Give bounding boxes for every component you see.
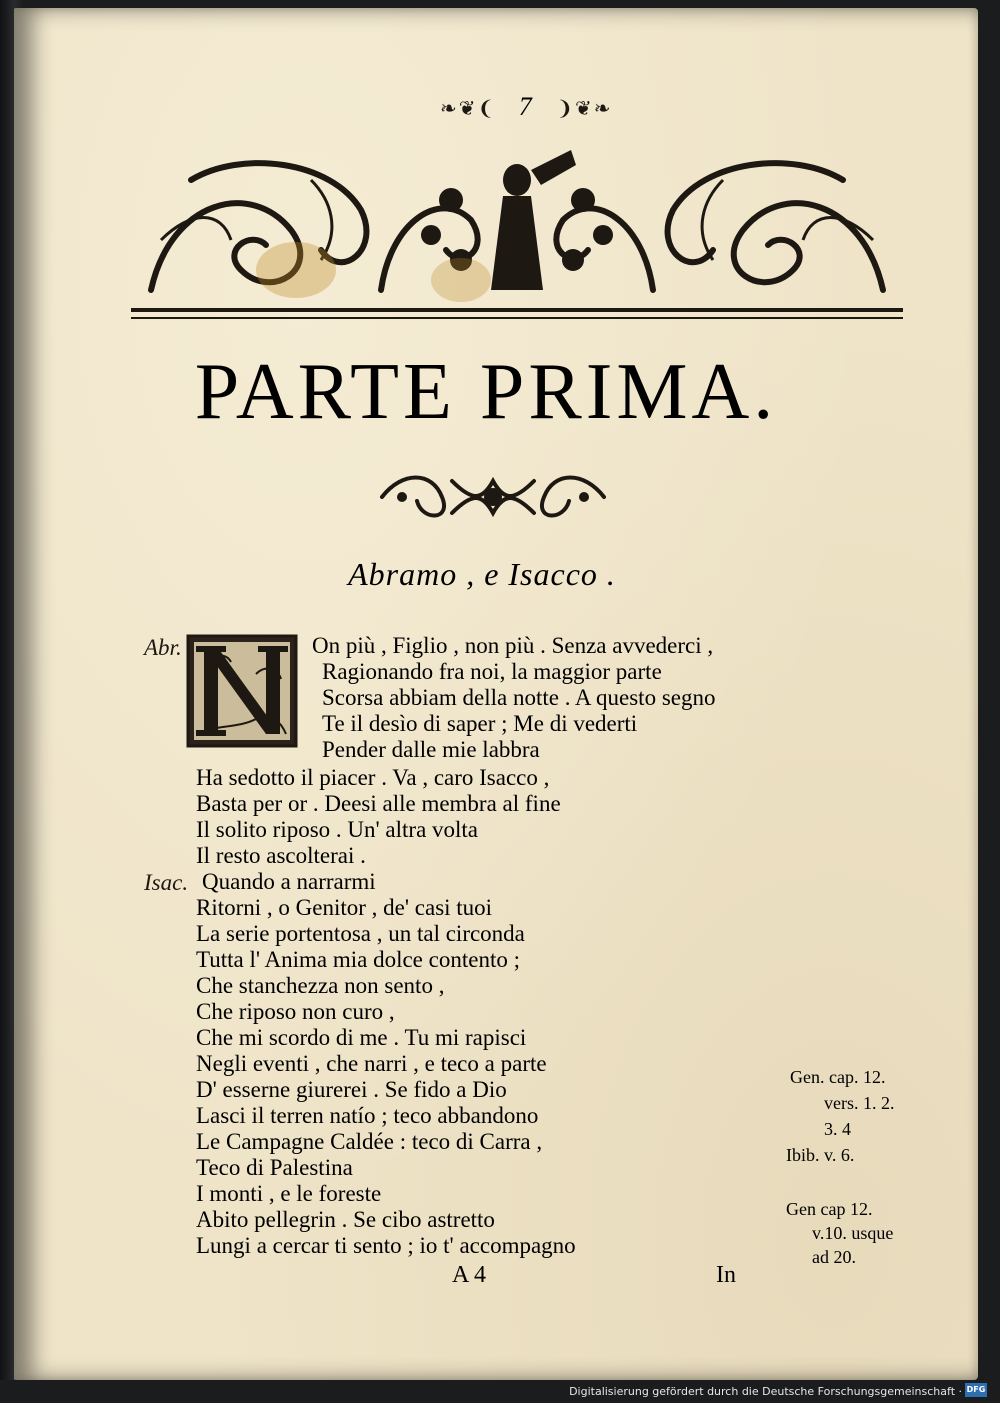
- margin-note: Gen. cap. 12.: [790, 1067, 886, 1087]
- verse-line: Basta per or . Deesi alle membra al fine: [196, 791, 561, 816]
- verse-line: On più , Figlio , non più . Senza avvederci ,: [312, 633, 714, 658]
- verse-line: Il solito riposo . Un' altra volta: [196, 817, 479, 842]
- page-number: 7: [518, 92, 534, 121]
- dfg-logo-icon: DFG: [965, 1383, 987, 1397]
- verse-line: Quando a narrarmi: [202, 869, 376, 894]
- section-heading: Abramo , e Isacco .: [348, 556, 616, 592]
- header-ornament-left: ❧❦❨: [440, 98, 497, 120]
- margin-note: Gen cap 12.: [786, 1199, 873, 1219]
- header-ornament-right: ❩❦❧: [556, 98, 613, 120]
- verse-line: Scorsa abbiam della notte . A questo segno: [322, 685, 716, 710]
- margin-note: Ibib. v. 6.: [786, 1145, 855, 1165]
- margin-note: v.10. usque: [812, 1223, 894, 1243]
- verse-line: Che stanchezza non sento ,: [196, 973, 445, 998]
- verse-line: Lasci il terren natío ; teco abbandono: [196, 1103, 539, 1128]
- verse-line: Ragionando fra noi, la maggior parte: [322, 659, 662, 684]
- verse-line: La serie portentosa , un tal circonda: [196, 921, 525, 946]
- part-title: PARTE PRIMA.: [194, 348, 778, 436]
- verse-line: Lungi a cercar ti sento ; io t' accompagno: [196, 1233, 576, 1258]
- verse-line: Le Campagne Caldée : teco di Carra ,: [196, 1129, 543, 1154]
- speaker-label-isaac: Isac.: [144, 870, 189, 895]
- signature-mark: A 4: [452, 1262, 487, 1288]
- verse-line: Che riposo non curo ,: [196, 999, 395, 1024]
- margin-note: vers. 1. 2.: [824, 1093, 895, 1113]
- margin-note: ad 20.: [812, 1247, 856, 1267]
- verse-line: Te il desìo di saper ; Me di vederti: [322, 711, 638, 736]
- verse-line: Negli eventi , che narri , e teco a parte: [196, 1051, 547, 1076]
- floral-ornament-divider: [372, 471, 614, 523]
- catchword: In: [716, 1262, 736, 1288]
- digitization-credit: Digitalisierung gefördert durch die Deutsche Forschungsgemeinschaft ·: [569, 1385, 962, 1398]
- verse-line: Il resto ascolterai .: [196, 843, 366, 868]
- verse-line: I monti , e le foreste: [196, 1181, 382, 1206]
- verse-line: Pender dalle mie labbra: [322, 737, 540, 762]
- decorated-initial-n: [186, 634, 298, 748]
- verse-line: D' esserne giurerei . Se fido a Dio: [196, 1077, 507, 1102]
- verse-line: Tutta l' Anima mia dolce contento ;: [196, 947, 520, 972]
- running-header: [440, 92, 613, 122]
- verse-line: Abito pellegrin . Se cibo astretto: [196, 1207, 495, 1232]
- speaker-label-abraham: Abr.: [144, 635, 182, 660]
- verse-line: Ha sedotto il piacer . Va , caro Isacco ,: [196, 765, 550, 790]
- verse-line: Teco di Palestina: [196, 1155, 353, 1180]
- margin-note: 3. 4: [824, 1119, 851, 1139]
- verse-line: Che mi scordo di me . Tu mi rapisci: [196, 1025, 527, 1050]
- verse-line: Ritorni , o Genitor , de' casi tuoi: [196, 895, 493, 920]
- woodcut-headpiece-ornament: [131, 140, 903, 322]
